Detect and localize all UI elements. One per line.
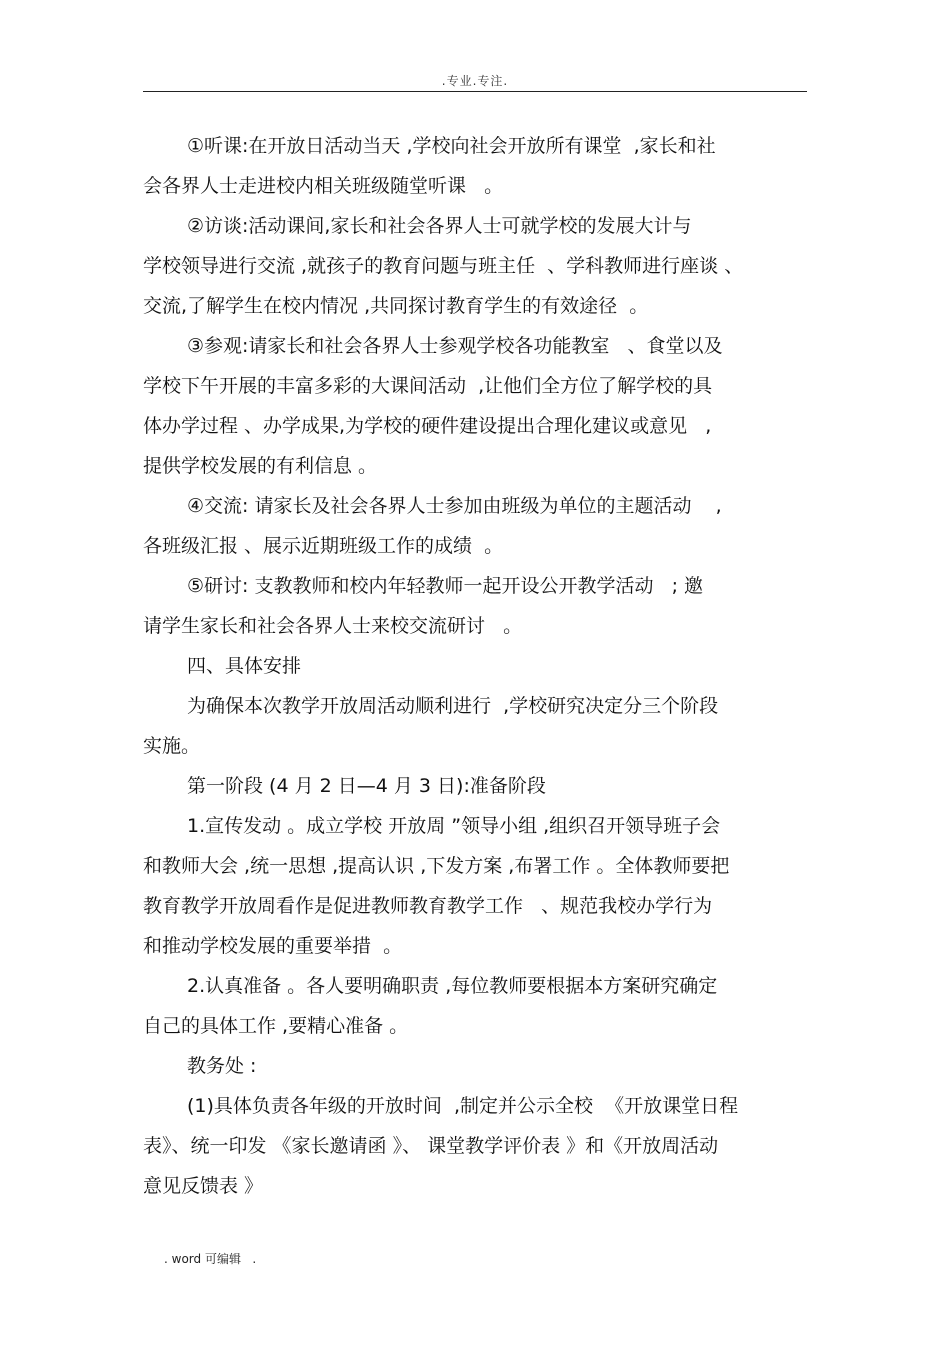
page-header: .专业.专注. [441, 74, 509, 88]
text-line: 四、具体安排 [187, 655, 302, 677]
text-line: 请学生家长和社会各界人士来校交流研讨 。 [143, 615, 523, 637]
header-rule [143, 91, 807, 92]
text-line: 学校领导进行交流 ,就孩子的教育问题与班主任 、学科教师进行座谈 、 [143, 255, 744, 277]
text-line: ④交流: 请家长及社会各界人士参加由班级为单位的主题活动 , [187, 495, 722, 517]
text-line: 各班级汇报 、展示近期班级工作的成绩 。 [143, 535, 504, 557]
text-line: 教育教学开放周看作是促进教师教育教学工作 、规范我校办学行为 [143, 895, 713, 917]
text-line: 学校下午开展的丰富多彩的大课间活动 ,让他们全方位了解学校的具 [143, 375, 713, 397]
text-line: 和教师大会 ,统一思想 ,提高认识 ,下发方案 ,布署工作 。全体教师要把 [143, 855, 730, 877]
text-line: 1.宣传发动 。成立学校 开放周 ”领导小组 ,组织召开领导班子会 [187, 815, 721, 837]
text-line: 体办学过程 、办学成果,为学校的硬件建设提出合理化建议或意见 , [143, 415, 712, 437]
text-line: 意见反馈表 》 [143, 1175, 264, 1197]
text-line: 自己的具体工作 ,要精心准备 。 [143, 1015, 409, 1037]
text-line: ①听课:在开放日活动当天 ,学校向社会开放所有课堂 ,家长和社 [187, 135, 716, 157]
text-line: 提供学校发展的有利信息 。 [143, 455, 378, 477]
text-line: 会各界人士走进校内相关班级随堂听课 。 [143, 175, 504, 197]
text-line: 交流,了解学生在校内情况 ,共同探讨教育学生的有效途径 。 [143, 295, 649, 317]
text-line: 2.认真准备 。各人要明确职责 ,每位教师要根据本方案研究确定 [187, 975, 718, 997]
text-line: 为确保本次教学开放周活动顺利进行 ,学校研究决定分三个阶段 [187, 695, 719, 717]
text-line: ⑤研讨: 支教教师和校内年轻教师一起开设公开教学活动 ; 邀 [187, 575, 704, 597]
text-line: 表》、统一印发 《家长邀请函 》、 课堂教学评价表 》和《开放周活动 [143, 1135, 719, 1157]
text-line: ②访谈:活动课间,家长和社会各界人士可就学校的发展大计与 [187, 215, 692, 237]
text-line: ③参观:请家长和社会各界人士参观学校各功能教室 、食堂以及 [187, 335, 723, 357]
page-footer: . word 可编辑 . [164, 1252, 257, 1266]
text-line: 第一阶段 (4 月 2 日—4 月 3 日):准备阶段 [187, 775, 546, 797]
text-line: 实施。 [143, 735, 201, 757]
text-line: 教务处 : [187, 1055, 257, 1077]
text-line: 和推动学校发展的重要举措 。 [143, 935, 403, 957]
document-body [143, 126, 807, 1206]
text-line: (1)具体负责各年级的开放时间 ,制定并公示全校 《开放课堂日程 [187, 1095, 739, 1117]
